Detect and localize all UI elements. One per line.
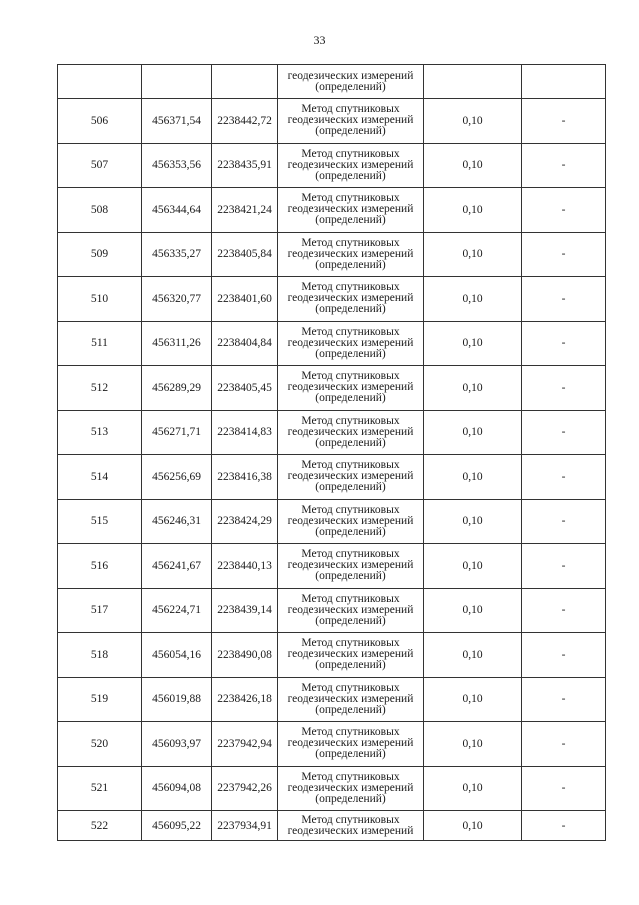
method-line: (определений) <box>315 570 386 583</box>
table-row <box>58 410 606 455</box>
cell-point-number: 520 <box>58 722 142 767</box>
cell-y: 2238490,08 <box>212 633 278 678</box>
method-line: Метод спутниковых <box>301 637 400 650</box>
method-line: Метод спутниковых <box>301 192 400 205</box>
cell-method <box>278 65 424 99</box>
cell-note: - <box>522 143 606 188</box>
cell-point-number: 509 <box>58 232 142 277</box>
method-line: Метод спутниковых <box>301 770 400 783</box>
cell-note: - <box>522 366 606 411</box>
cell-accuracy: 0,10 <box>424 677 522 722</box>
method-line: Метод спутниковых <box>301 548 400 561</box>
method-line: (определений) <box>315 392 386 405</box>
method-line: геодезических измерений <box>287 247 414 260</box>
method-line: (определений) <box>315 258 386 271</box>
method-line: геодезических измерений <box>287 336 414 349</box>
cell-note: - <box>522 455 606 500</box>
cell-x: 456311,26 <box>142 321 212 366</box>
cell-method <box>278 366 424 411</box>
table-row <box>58 143 606 188</box>
cell-accuracy: 0,10 <box>424 455 522 500</box>
method-line: геодезических измерений <box>287 514 414 527</box>
method-line: геодезических измерений <box>287 425 414 438</box>
cell-x: 456371,54 <box>142 99 212 144</box>
method-line: Метод спутниковых <box>301 459 400 472</box>
cell-note <box>522 65 606 99</box>
cell-note: - <box>522 722 606 767</box>
cell-point-number: 517 <box>58 588 142 633</box>
cell-point-number: 506 <box>58 99 142 144</box>
cell-x: 456224,71 <box>142 588 212 633</box>
cell-point-number: 516 <box>58 544 142 589</box>
table-row <box>58 232 606 277</box>
cell-method <box>278 410 424 455</box>
method-line: геодезических измерений <box>287 603 414 616</box>
method-line: геодезических измерений <box>287 559 414 572</box>
cell-y: 2238426,18 <box>212 677 278 722</box>
method-line: геодезических измерений <box>287 692 414 705</box>
cell-x: 456289,29 <box>142 366 212 411</box>
method-line: Метод спутниковых <box>301 813 400 826</box>
cell-x: 456094,08 <box>142 766 212 811</box>
cell-point-number: 507 <box>58 143 142 188</box>
cell-accuracy <box>424 65 522 99</box>
cell-x: 456019,88 <box>142 677 212 722</box>
cell-accuracy: 0,10 <box>424 188 522 233</box>
table-row <box>58 321 606 366</box>
cell-x: 456256,69 <box>142 455 212 500</box>
cell-y: 2238414,83 <box>212 410 278 455</box>
cell-x: 456271,71 <box>142 410 212 455</box>
cell-point-number: 513 <box>58 410 142 455</box>
cell-y: 2237942,94 <box>212 722 278 767</box>
cell-accuracy: 0,10 <box>424 588 522 633</box>
method-line: Метод спутниковых <box>301 370 400 383</box>
cell-x: 456246,31 <box>142 499 212 544</box>
cell-accuracy: 0,10 <box>424 410 522 455</box>
cell-point-number: 522 <box>58 811 142 841</box>
table-row <box>58 499 606 544</box>
method-line: (определений) <box>315 169 386 182</box>
cell-x: 456320,77 <box>142 277 212 322</box>
cell-y: 2238442,72 <box>212 99 278 144</box>
method-line: геодезических измерений <box>287 470 414 483</box>
cell-note: - <box>522 321 606 366</box>
cell-y: 2238405,45 <box>212 366 278 411</box>
cell-y: 2238440,13 <box>212 544 278 589</box>
cell-accuracy: 0,10 <box>424 499 522 544</box>
cell-note: - <box>522 811 606 841</box>
method-line: Метод спутниковых <box>301 592 400 605</box>
table-row <box>58 455 606 500</box>
cell-point-number <box>58 65 142 99</box>
cell-x: 456344,64 <box>142 188 212 233</box>
cell-method <box>278 499 424 544</box>
cell-y: 2238401,60 <box>212 277 278 322</box>
cell-y: 2237942,26 <box>212 766 278 811</box>
method-line: (определений) <box>315 125 386 138</box>
method-line: (определений) <box>315 347 386 360</box>
cell-note: - <box>522 766 606 811</box>
table-row-continued <box>58 65 606 99</box>
table-row <box>58 677 606 722</box>
cell-method <box>278 321 424 366</box>
cell-note: - <box>522 499 606 544</box>
cell-note: - <box>522 588 606 633</box>
cell-note: - <box>522 99 606 144</box>
table-row <box>58 633 606 678</box>
method-line: геодезических измерений <box>287 114 414 127</box>
cell-method <box>278 588 424 633</box>
cell-y: 2238404,84 <box>212 321 278 366</box>
cell-y: 2238424,29 <box>212 499 278 544</box>
method-line: Метод спутниковых <box>301 681 400 694</box>
cell-point-number: 510 <box>58 277 142 322</box>
method-line: Метод спутниковых <box>301 103 400 116</box>
cell-y <box>212 65 278 99</box>
cell-method <box>278 99 424 144</box>
cell-method <box>278 232 424 277</box>
cell-accuracy: 0,10 <box>424 277 522 322</box>
table-row <box>58 588 606 633</box>
cell-x: 456335,27 <box>142 232 212 277</box>
cell-note: - <box>522 232 606 277</box>
cell-y: 2238405,84 <box>212 232 278 277</box>
cell-accuracy: 0,10 <box>424 99 522 144</box>
method-line: (определений) <box>315 303 386 316</box>
method-line: геодезических измерений <box>287 381 414 394</box>
table-row <box>58 188 606 233</box>
method-line: геодезических измерений <box>287 824 414 837</box>
method-line: (определений) <box>315 525 386 538</box>
cell-method <box>278 455 424 500</box>
cell-point-number: 521 <box>58 766 142 811</box>
cell-method <box>278 766 424 811</box>
method-line: геодезических измерений <box>287 292 414 305</box>
page-number: 33 <box>313 33 326 47</box>
method-line: геодезических измерений <box>287 203 414 216</box>
cell-accuracy: 0,10 <box>424 633 522 678</box>
method-line: (определений) <box>315 481 386 494</box>
cell-note: - <box>522 277 606 322</box>
method-line: Метод спутниковых <box>301 236 400 249</box>
cell-note: - <box>522 677 606 722</box>
cell-point-number: 515 <box>58 499 142 544</box>
method-line: (определений) <box>315 80 386 93</box>
cell-method <box>278 811 424 841</box>
cell-y: 2238435,91 <box>212 143 278 188</box>
cell-method <box>278 143 424 188</box>
cell-note: - <box>522 410 606 455</box>
cell-accuracy: 0,10 <box>424 143 522 188</box>
cell-method <box>278 677 424 722</box>
coordinates-table-body <box>58 65 606 841</box>
method-line: Метод спутниковых <box>301 325 400 338</box>
cell-x: 456093,97 <box>142 722 212 767</box>
cell-method <box>278 188 424 233</box>
cell-x: 456353,56 <box>142 143 212 188</box>
table-row <box>58 544 606 589</box>
method-line: (определений) <box>315 436 386 449</box>
coordinates-table <box>57 64 606 841</box>
cell-x: 456054,16 <box>142 633 212 678</box>
method-line: Метод спутниковых <box>301 281 400 294</box>
cell-note: - <box>522 633 606 678</box>
cell-accuracy: 0,10 <box>424 722 522 767</box>
cell-point-number: 519 <box>58 677 142 722</box>
table-row <box>58 766 606 811</box>
cell-y: 2238416,38 <box>212 455 278 500</box>
cell-note: - <box>522 544 606 589</box>
method-line: геодезических измерений <box>287 737 414 750</box>
cell-y: 2238421,24 <box>212 188 278 233</box>
cell-x: 456241,67 <box>142 544 212 589</box>
cell-note: - <box>522 188 606 233</box>
table-row <box>58 722 606 767</box>
cell-method <box>278 633 424 678</box>
cell-x: 456095,22 <box>142 811 212 841</box>
cell-point-number: 518 <box>58 633 142 678</box>
method-line: (определений) <box>315 214 386 227</box>
cell-accuracy: 0,10 <box>424 811 522 841</box>
table-row <box>58 277 606 322</box>
method-line: (определений) <box>315 703 386 716</box>
method-line: геодезических измерений <box>287 158 414 171</box>
table-row <box>58 366 606 411</box>
cell-accuracy: 0,10 <box>424 544 522 589</box>
cell-accuracy: 0,10 <box>424 766 522 811</box>
cell-point-number: 514 <box>58 455 142 500</box>
cell-method <box>278 722 424 767</box>
cell-accuracy: 0,10 <box>424 232 522 277</box>
method-line: геодезических измерений <box>287 648 414 661</box>
method-line: Метод спутниковых <box>301 726 400 739</box>
cell-y: 2237934,91 <box>212 811 278 841</box>
method-line: (определений) <box>315 659 386 672</box>
cell-point-number: 508 <box>58 188 142 233</box>
cell-y: 2238439,14 <box>212 588 278 633</box>
method-line: (определений) <box>315 614 386 627</box>
method-line: Метод спутниковых <box>301 414 400 427</box>
table-row <box>58 811 606 841</box>
method-line: (определений) <box>315 792 386 805</box>
method-line: геодезических измерений <box>287 69 414 82</box>
cell-accuracy: 0,10 <box>424 321 522 366</box>
cell-accuracy: 0,10 <box>424 366 522 411</box>
method-line: геодезических измерений <box>287 781 414 794</box>
method-line: (определений) <box>315 748 386 761</box>
cell-method <box>278 277 424 322</box>
cell-point-number: 512 <box>58 366 142 411</box>
cell-x <box>142 65 212 99</box>
cell-point-number: 511 <box>58 321 142 366</box>
method-line: Метод спутниковых <box>301 147 400 160</box>
cell-method <box>278 544 424 589</box>
method-line: Метод спутниковых <box>301 503 400 516</box>
table-row <box>58 99 606 144</box>
